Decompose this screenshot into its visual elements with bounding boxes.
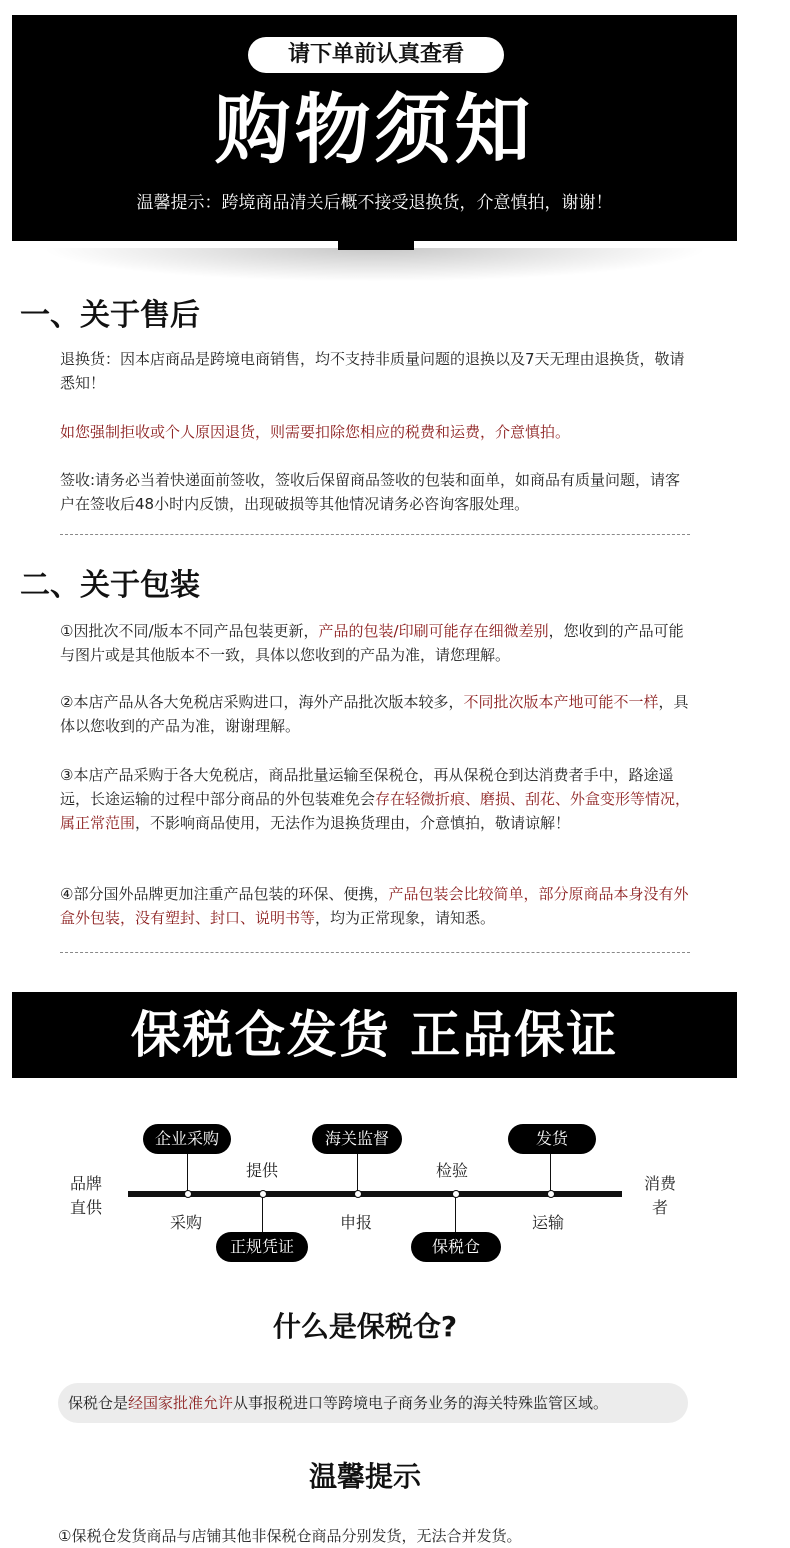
flow-end-label: 消费者 (643, 1174, 676, 1217)
page-title: 购物须知 (214, 85, 535, 174)
section-heading-after-sales: 一、关于售后 (20, 298, 200, 333)
flow-label-inspect: 检验 (436, 1161, 469, 1180)
section-heading-packaging: 二、关于包装 (20, 568, 200, 603)
flow-dot (452, 1190, 460, 1198)
guarantee-banner: 保税仓发货 正品保证 (12, 992, 737, 1078)
flow-tag-bonded-warehouse: 保税仓 (411, 1232, 501, 1262)
divider (60, 952, 690, 953)
flow-label-transport: 运输 (532, 1213, 565, 1232)
flow-label-purchase: 采购 (170, 1213, 203, 1232)
flow-stem (455, 1196, 456, 1234)
flow-label-provide: 提供 (246, 1161, 279, 1180)
header-tip: 温馨提示：跨境商品清关后概不接受退换货，介意慎拍，谢谢！ (136, 193, 613, 213)
packaging-item-4: ④部分国外品牌更加注重产品包装的环保、便携，产品包装会比较简单，部分原商品本身没有外盒外包装，没有塑封、封口、说明书等，均为正常现象，请知悉。 (60, 885, 689, 927)
after-sales-return-text: 退换货：因本店商品是跨境电商销售，均不支持非质量问题的退换以及7天无理由退换货，敬请悉知！ (60, 350, 685, 392)
flow-label-declare: 申报 (340, 1213, 373, 1232)
flow-stem (357, 1152, 358, 1192)
warm-tip-heading: 温馨提示 (308, 1460, 421, 1493)
notice-pill: 请下单前认真查看 (248, 37, 504, 73)
flow-stem (262, 1196, 263, 1234)
flow-tag-procurement: 企业采购 (143, 1124, 231, 1154)
what-is-text: 保税仓是经国家批准允许从事报税进口等跨境电子商务业务的海关特殊监管区域。 (58, 1383, 688, 1423)
packaging-item-3: ③本店产品采购于各大免税店，商品批量运输至保税仓，再从保税仓到达消费者手中，路途遥远，长途运输的过程中部分商品的外包装难免会存在轻微折痕、磨损、刮花、外盒变形等情况，属正常范围，不影响商品使用，无法作为退换货理由，介意慎拍，敬请谅解！ (60, 766, 691, 832)
flow-dot (184, 1190, 192, 1198)
after-sales-sign-text: 签收:请务必当着快递面前签收，签收后保留商品签收的包装和面单，如商品有质量问题，请客户在签收后48小时内反馈，出现破损等其他情况请务必咨询客服处理。 (60, 471, 681, 513)
flow-tag-certificate: 正规凭证 (216, 1232, 308, 1262)
what-is-heading: 什么是保税仓? (272, 1310, 458, 1343)
flow-stem (187, 1152, 188, 1192)
packaging-item-2: ②本店产品从各大免税店采购进口，海外产品批次版本较多，不同批次版本产地可能不一样，具体以您收到的产品为准，谢谢理解。 (60, 693, 689, 735)
header-shadow (40, 248, 710, 282)
warm-tip-item-1: ①保税仓发货商品与店铺其他非保税仓商品分别发货，无法合并发货。 (58, 1527, 522, 1545)
flow-start-label: 品牌直供 (69, 1174, 102, 1217)
divider (60, 534, 690, 535)
packaging-item-1: ①因批次不同/版本不同产品包装更新，产品的包装/印刷可能存在细微差别，您收到的产品可能与图片或是其他版本不一致，具体以您收到的产品为准，请您理解。 (60, 622, 684, 664)
after-sales-refusal-text: 如您强制拒收或个人原因退货，则需要扣除您相应的税费和运费，介意慎拍。 (60, 423, 571, 441)
flow-tag-customs: 海关监督 (312, 1124, 402, 1154)
flow-dot (354, 1190, 362, 1198)
flow-stem (550, 1152, 551, 1192)
flow-dot (547, 1190, 555, 1198)
flow-dot (259, 1190, 267, 1198)
flow-tag-shipping: 发货 (508, 1124, 596, 1154)
